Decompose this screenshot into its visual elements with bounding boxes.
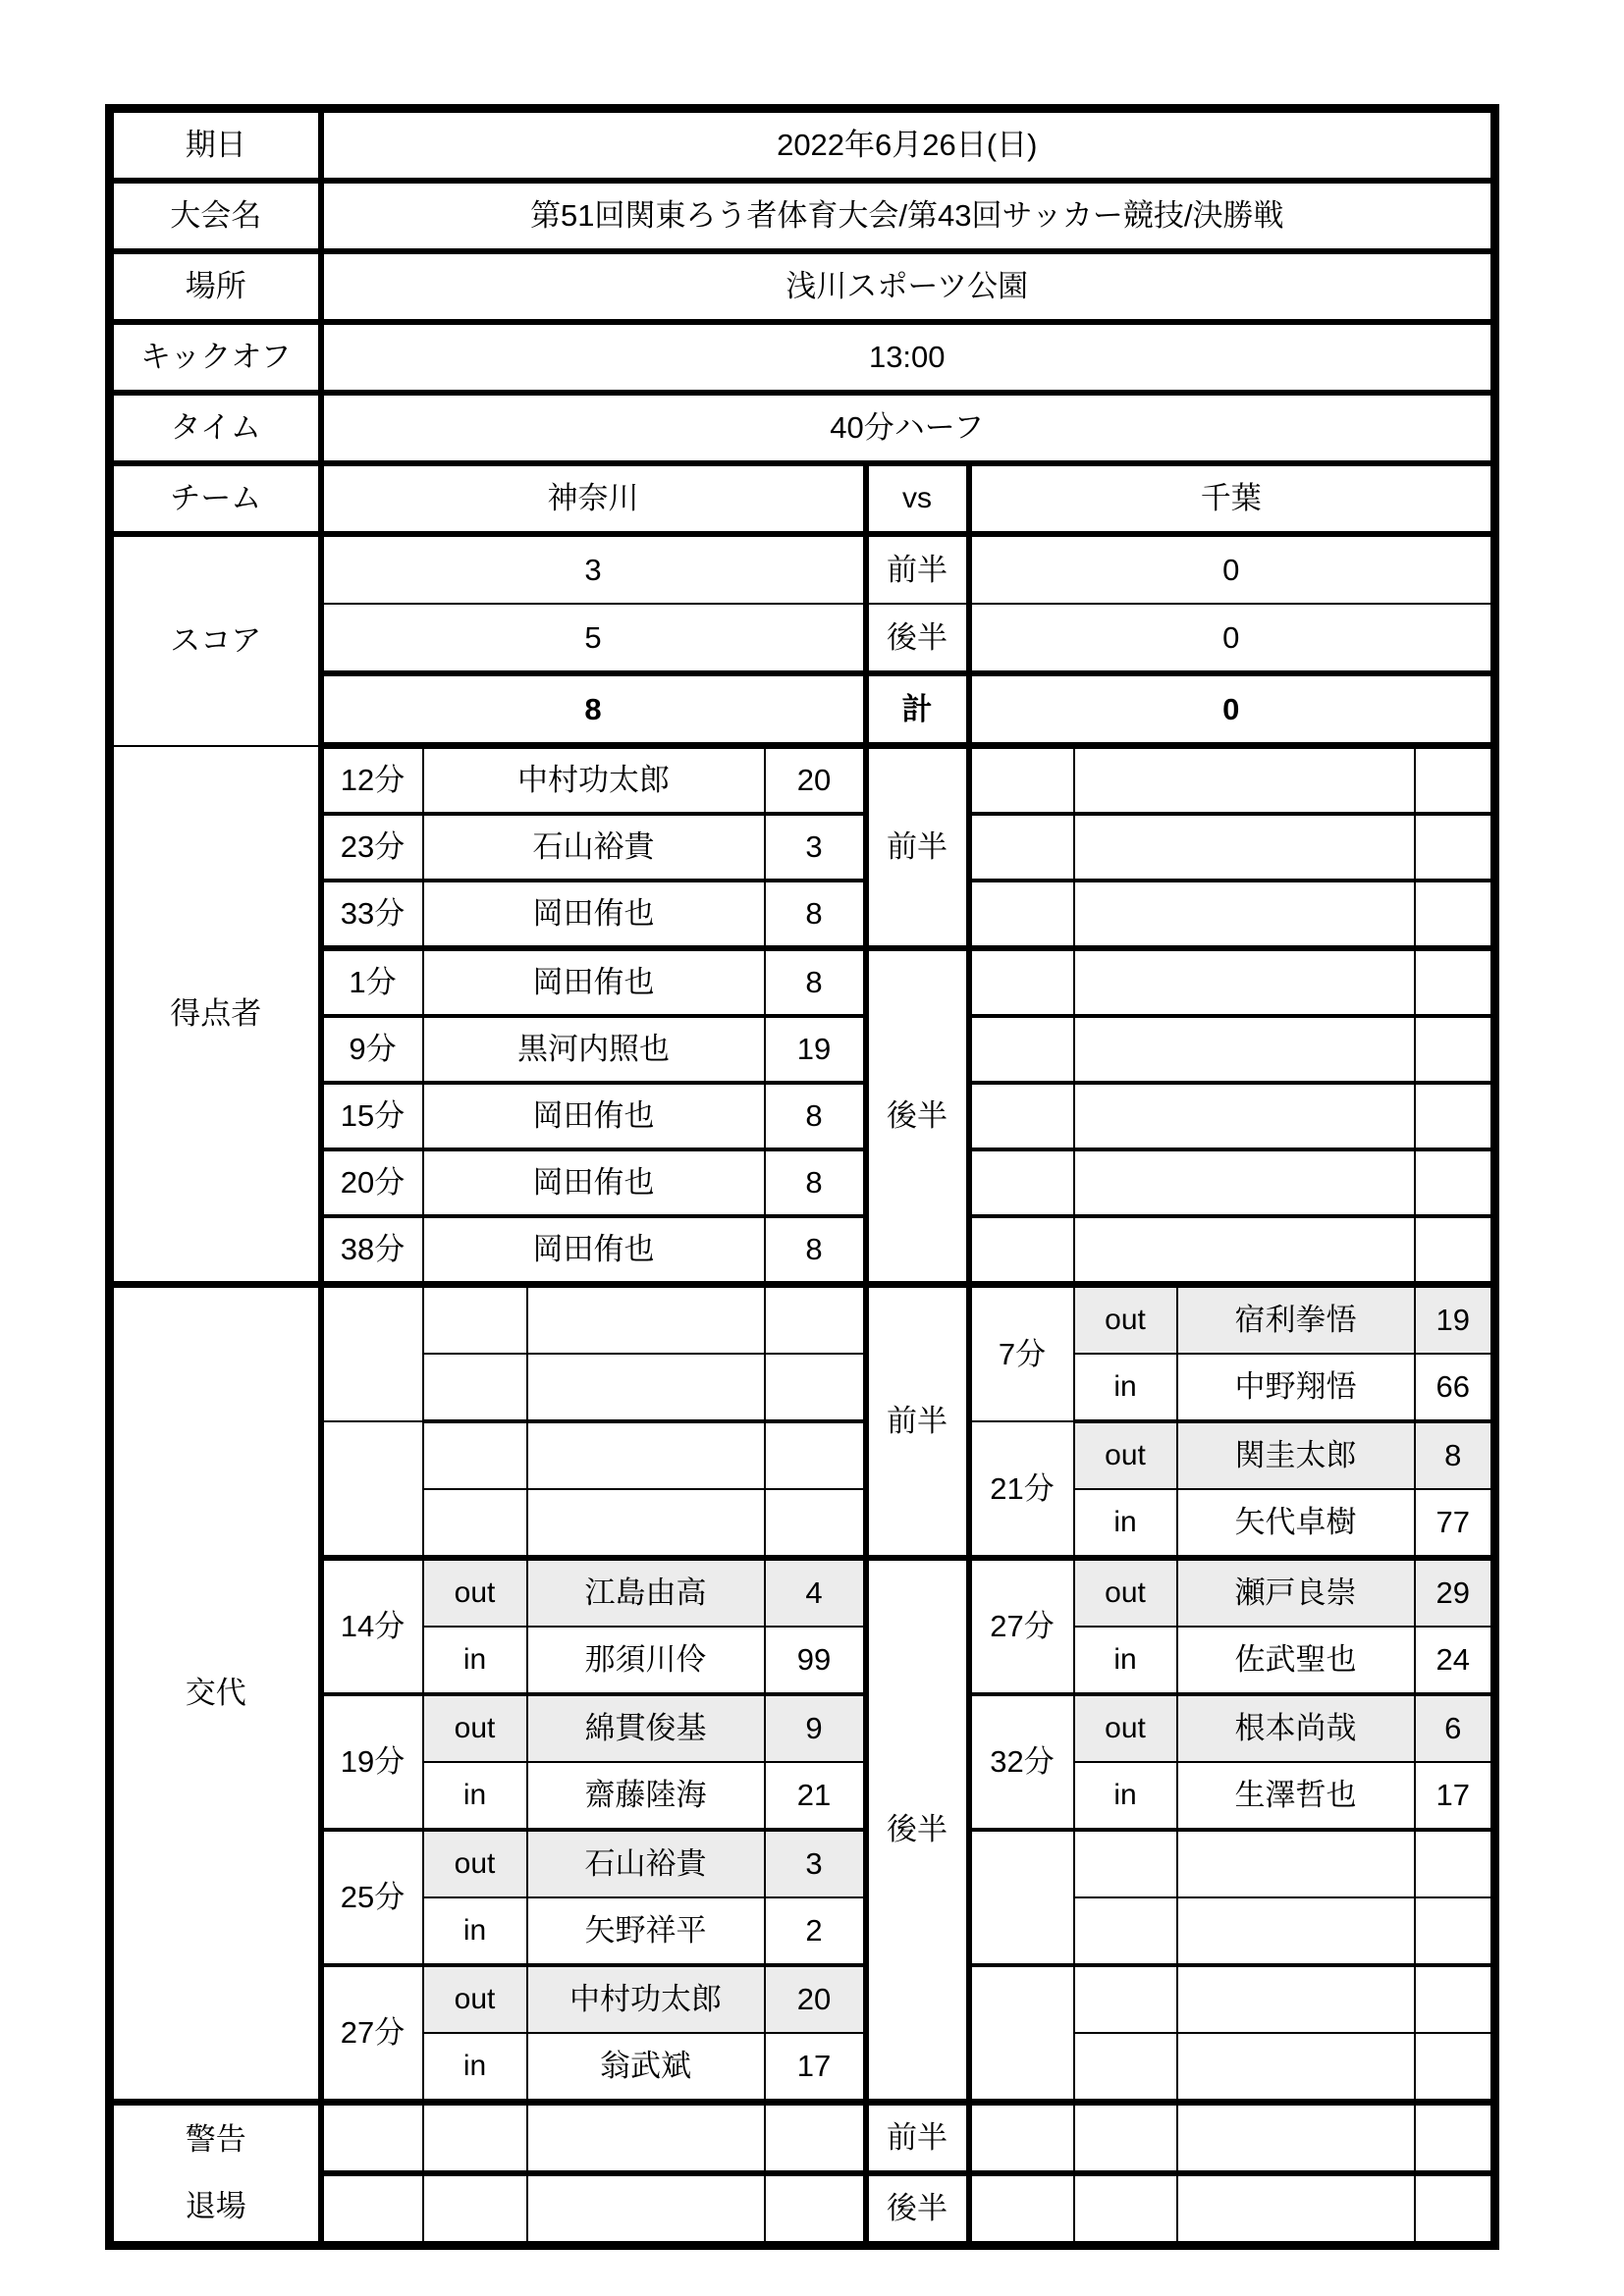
meta-label-kickoff: キックオフ bbox=[110, 322, 321, 393]
sub-out-label-cell: out bbox=[1074, 1694, 1177, 1762]
score-away-total: 0 bbox=[969, 673, 1495, 746]
empty-cell bbox=[1415, 1016, 1495, 1083]
empty-cell bbox=[1074, 1897, 1177, 1965]
scorer-number-cell: 3 bbox=[765, 814, 866, 881]
sub-number-cell: 8 bbox=[1415, 1421, 1495, 1489]
sub-out-label-cell: out bbox=[1074, 1421, 1177, 1489]
subs-second-half-label: 後半 bbox=[866, 1558, 969, 2103]
sub-name-cell: 翁武斌 bbox=[527, 2033, 765, 2103]
sub-in-label-cell: in bbox=[423, 2033, 527, 2103]
sub-name-cell: 齋藤陸海 bbox=[527, 1762, 765, 1830]
sub-time-cell: 14分 bbox=[321, 1558, 423, 1694]
empty-cell bbox=[527, 1354, 765, 1421]
empty-cell bbox=[1415, 948, 1495, 1016]
score-row-first-half bbox=[110, 534, 1495, 604]
meta-label-venue: 場所 bbox=[110, 251, 321, 322]
empty-cell bbox=[1415, 1149, 1495, 1216]
scorers-first-half-label: 前半 bbox=[866, 746, 969, 949]
sub-number-cell: 17 bbox=[765, 2033, 866, 2103]
sub-number-cell: 66 bbox=[1415, 1354, 1495, 1421]
sub-number-cell: 6 bbox=[1415, 1694, 1495, 1762]
sub-name-cell: 佐武聖也 bbox=[1177, 1627, 1415, 1694]
sub-number-cell: 24 bbox=[1415, 1627, 1495, 1694]
empty-cell bbox=[969, 948, 1074, 1016]
empty-cell bbox=[765, 1354, 866, 1421]
empty-cell bbox=[527, 1421, 765, 1489]
scorer-name-cell: 中村功太郎 bbox=[423, 746, 765, 815]
empty-sub-time-cell bbox=[321, 1421, 423, 1558]
empty-cell bbox=[765, 1421, 866, 1489]
scorer-time-cell: 23分 bbox=[321, 814, 423, 881]
empty-cell bbox=[1074, 1216, 1415, 1285]
scorer-time-cell: 38分 bbox=[321, 1216, 423, 1285]
scorer-number-cell: 8 bbox=[765, 1083, 866, 1149]
empty-cell bbox=[1074, 2033, 1177, 2103]
empty-cell bbox=[1415, 2033, 1495, 2103]
sub-time-cell: 21分 bbox=[969, 1421, 1074, 1558]
sub-in-label-cell: in bbox=[1074, 1354, 1177, 1421]
score-home-first-half: 3 bbox=[321, 534, 866, 604]
empty-cell bbox=[1177, 2103, 1415, 2174]
scorer-name-cell: 岡田侑也 bbox=[423, 881, 765, 948]
empty-cell bbox=[765, 2103, 866, 2174]
score-label: スコア bbox=[110, 534, 321, 746]
empty-cell bbox=[969, 2103, 1074, 2174]
empty-cell bbox=[1415, 2103, 1495, 2174]
sub-out-label-cell: out bbox=[1074, 1558, 1177, 1627]
match-report-table bbox=[105, 104, 1499, 2250]
sub-name-cell: 矢代卓樹 bbox=[1177, 1489, 1415, 1558]
sendoff-label: 退場 bbox=[185, 2189, 246, 2224]
empty-cell bbox=[423, 1354, 527, 1421]
scorer-name-cell: 石山裕貴 bbox=[423, 814, 765, 881]
sub-name-cell: 江島由高 bbox=[527, 1558, 765, 1627]
empty-cell bbox=[1177, 2173, 1415, 2246]
sub-number-cell: 19 bbox=[1415, 1285, 1495, 1355]
sub-in-label-cell: in bbox=[1074, 1489, 1177, 1558]
empty-cell bbox=[1415, 746, 1495, 815]
scorer-number-cell: 20 bbox=[765, 746, 866, 815]
empty-cell bbox=[1415, 1216, 1495, 1285]
home-team-name: 神奈川 bbox=[321, 463, 866, 534]
scorer-time-cell: 12分 bbox=[321, 746, 423, 815]
sub-in-label-cell: in bbox=[423, 1897, 527, 1965]
empty-cell bbox=[969, 746, 1074, 815]
empty-cell bbox=[765, 2173, 866, 2246]
empty-sub-time-cell bbox=[969, 1830, 1074, 1965]
score-period-first-half: 前半 bbox=[866, 534, 969, 604]
sub-number-cell: 9 bbox=[765, 1694, 866, 1762]
sub-name-cell: 石山裕貴 bbox=[527, 1830, 765, 1897]
sub-time-cell: 25分 bbox=[321, 1830, 423, 1965]
empty-cell bbox=[1177, 2033, 1415, 2103]
sub-in-label-cell: in bbox=[423, 1627, 527, 1694]
sub-number-cell: 21 bbox=[765, 1762, 866, 1830]
empty-cell bbox=[423, 1489, 527, 1558]
scorer-time-cell: 33分 bbox=[321, 881, 423, 948]
empty-cell bbox=[1415, 881, 1495, 948]
empty-cell bbox=[969, 881, 1074, 948]
discipline-labels bbox=[114, 2107, 318, 2240]
scorer-name-cell: 岡田侑也 bbox=[423, 1083, 765, 1149]
sub-name-cell: 那須川伶 bbox=[527, 1627, 765, 1694]
empty-cell bbox=[1415, 1083, 1495, 1149]
meta-value-time-format: 40分ハーフ bbox=[321, 393, 1495, 463]
empty-cell bbox=[527, 1285, 765, 1355]
empty-cell bbox=[1415, 2173, 1495, 2246]
empty-cell bbox=[1074, 948, 1415, 1016]
empty-cell bbox=[1415, 1830, 1495, 1897]
empty-cell bbox=[969, 814, 1074, 881]
sub-name-cell: 中村功太郎 bbox=[527, 1965, 765, 2033]
meta-label-tournament: 大会名 bbox=[110, 181, 321, 251]
empty-cell bbox=[1177, 1897, 1415, 1965]
scorer-number-cell: 8 bbox=[765, 1216, 866, 1285]
teams-label: チーム bbox=[110, 463, 321, 534]
scorers-second-half-label: 後半 bbox=[866, 948, 969, 1285]
scorer-number-cell: 8 bbox=[765, 1149, 866, 1216]
scorer-row bbox=[110, 746, 1495, 815]
scorer-time-cell: 1分 bbox=[321, 948, 423, 1016]
match-report-sheet bbox=[105, 104, 1499, 2250]
meta-row-time-format bbox=[110, 393, 1495, 463]
sub-name-cell: 矢野祥平 bbox=[527, 1897, 765, 1965]
sub-name-cell: 宿利拳悟 bbox=[1177, 1285, 1415, 1355]
vs-label: vs bbox=[866, 463, 969, 534]
empty-cell bbox=[1177, 1965, 1415, 2033]
empty-cell bbox=[969, 1216, 1074, 1285]
empty-cell bbox=[765, 1489, 866, 1558]
sub-name-cell: 瀬戸良崇 bbox=[1177, 1558, 1415, 1627]
meta-label-time-format: タイム bbox=[110, 393, 321, 463]
empty-cell bbox=[969, 2173, 1074, 2246]
sub-in-label-cell: in bbox=[1074, 1627, 1177, 1694]
score-home-total: 8 bbox=[321, 673, 866, 746]
empty-cell bbox=[423, 1285, 527, 1355]
empty-cell bbox=[1074, 1016, 1415, 1083]
sub-time-cell: 27分 bbox=[969, 1558, 1074, 1694]
sub-number-cell: 29 bbox=[1415, 1558, 1495, 1627]
scorer-number-cell: 19 bbox=[765, 1016, 866, 1083]
empty-cell bbox=[1415, 1897, 1495, 1965]
score-period-total: 計 bbox=[866, 673, 969, 746]
empty-cell bbox=[969, 1083, 1074, 1149]
scorer-name-cell: 黒河内照也 bbox=[423, 1016, 765, 1083]
empty-sub-time-cell bbox=[969, 1965, 1074, 2103]
empty-cell bbox=[969, 1016, 1074, 1083]
sub-time-cell: 7分 bbox=[969, 1285, 1074, 1422]
meta-value-venue: 浅川スポーツ公園 bbox=[321, 251, 1495, 322]
empty-cell bbox=[1177, 1830, 1415, 1897]
empty-cell bbox=[1074, 1965, 1177, 2033]
sub-out-label-cell: out bbox=[1074, 1285, 1177, 1355]
sub-time-cell: 32分 bbox=[969, 1694, 1074, 1830]
sub-row bbox=[110, 1285, 1495, 1355]
empty-sub-time-cell bbox=[321, 1285, 423, 1422]
empty-cell bbox=[527, 1489, 765, 1558]
empty-cell bbox=[1074, 814, 1415, 881]
sub-number-cell: 2 bbox=[765, 1897, 866, 1965]
sub-number-cell: 20 bbox=[765, 1965, 866, 2033]
sub-out-label-cell: out bbox=[423, 1965, 527, 2033]
empty-cell bbox=[321, 2103, 423, 2174]
empty-cell bbox=[1415, 814, 1495, 881]
discipline-row-first-half bbox=[110, 2103, 1495, 2174]
empty-cell bbox=[1074, 1083, 1415, 1149]
empty-cell bbox=[423, 1421, 527, 1489]
score-home-second-half: 5 bbox=[321, 604, 866, 673]
sub-name-cell: 関圭太郎 bbox=[1177, 1421, 1415, 1489]
empty-cell bbox=[1415, 1965, 1495, 2033]
sub-in-label-cell: in bbox=[1074, 1762, 1177, 1830]
sub-in-label-cell: in bbox=[423, 1762, 527, 1830]
meta-row-venue bbox=[110, 251, 1495, 322]
sub-number-cell: 3 bbox=[765, 1830, 866, 1897]
meta-value-tournament: 第51回関東ろう者体育大会/第43回サッカー競技/決勝戦 bbox=[321, 181, 1495, 251]
scorer-time-cell: 20分 bbox=[321, 1149, 423, 1216]
empty-cell bbox=[1074, 2103, 1177, 2174]
warning-label: 警告 bbox=[185, 2122, 246, 2158]
empty-cell bbox=[1074, 1830, 1177, 1897]
empty-cell bbox=[1074, 1149, 1415, 1216]
sub-out-label-cell: out bbox=[423, 1558, 527, 1627]
empty-cell bbox=[1074, 746, 1415, 815]
substitutions-label: 交代 bbox=[110, 1285, 321, 2103]
empty-cell bbox=[969, 1149, 1074, 1216]
scorer-time-cell: 15分 bbox=[321, 1083, 423, 1149]
score-away-second-half: 0 bbox=[969, 604, 1495, 673]
scorer-name-cell: 岡田侑也 bbox=[423, 948, 765, 1016]
scorer-name-cell: 岡田侑也 bbox=[423, 1216, 765, 1285]
empty-cell bbox=[527, 2103, 765, 2174]
empty-cell bbox=[527, 2173, 765, 2246]
empty-cell bbox=[1074, 2173, 1177, 2246]
meta-row-tournament bbox=[110, 181, 1495, 251]
discipline-second-half-label: 後半 bbox=[866, 2173, 969, 2246]
sub-number-cell: 17 bbox=[1415, 1762, 1495, 1830]
teams-row bbox=[110, 463, 1495, 534]
empty-cell bbox=[765, 1285, 866, 1355]
scorer-number-cell: 8 bbox=[765, 881, 866, 948]
score-away-first-half: 0 bbox=[969, 534, 1495, 604]
subs-first-half-label: 前半 bbox=[866, 1285, 969, 1559]
empty-cell bbox=[423, 2103, 527, 2174]
empty-cell bbox=[423, 2173, 527, 2246]
meta-value-kickoff: 13:00 bbox=[321, 322, 1495, 393]
sub-number-cell: 4 bbox=[765, 1558, 866, 1627]
sub-name-cell: 根本尚哉 bbox=[1177, 1694, 1415, 1762]
sub-name-cell: 綿貫俊基 bbox=[527, 1694, 765, 1762]
scorer-name-cell: 岡田侑也 bbox=[423, 1149, 765, 1216]
empty-cell bbox=[1074, 881, 1415, 948]
meta-row-kickoff bbox=[110, 322, 1495, 393]
sub-out-label-cell: out bbox=[423, 1830, 527, 1897]
meta-label-date: 期日 bbox=[110, 109, 321, 182]
discipline-label-cell bbox=[110, 2103, 321, 2246]
scorers-label: 得点者 bbox=[110, 746, 321, 1285]
sub-time-cell: 27分 bbox=[321, 1965, 423, 2103]
sub-number-cell: 99 bbox=[765, 1627, 866, 1694]
sub-number-cell: 77 bbox=[1415, 1489, 1495, 1558]
sub-out-label-cell: out bbox=[423, 1694, 527, 1762]
empty-cell bbox=[321, 2173, 423, 2246]
meta-row-date bbox=[110, 109, 1495, 182]
away-team-name: 千葉 bbox=[969, 463, 1495, 534]
scorer-time-cell: 9分 bbox=[321, 1016, 423, 1083]
sub-name-cell: 生澤哲也 bbox=[1177, 1762, 1415, 1830]
meta-value-date: 2022年6月26日(日) bbox=[321, 109, 1495, 182]
discipline-first-half-label: 前半 bbox=[866, 2103, 969, 2174]
scorer-number-cell: 8 bbox=[765, 948, 866, 1016]
sub-name-cell: 中野翔悟 bbox=[1177, 1354, 1415, 1421]
sub-time-cell: 19分 bbox=[321, 1694, 423, 1830]
score-period-second-half: 後半 bbox=[866, 604, 969, 673]
